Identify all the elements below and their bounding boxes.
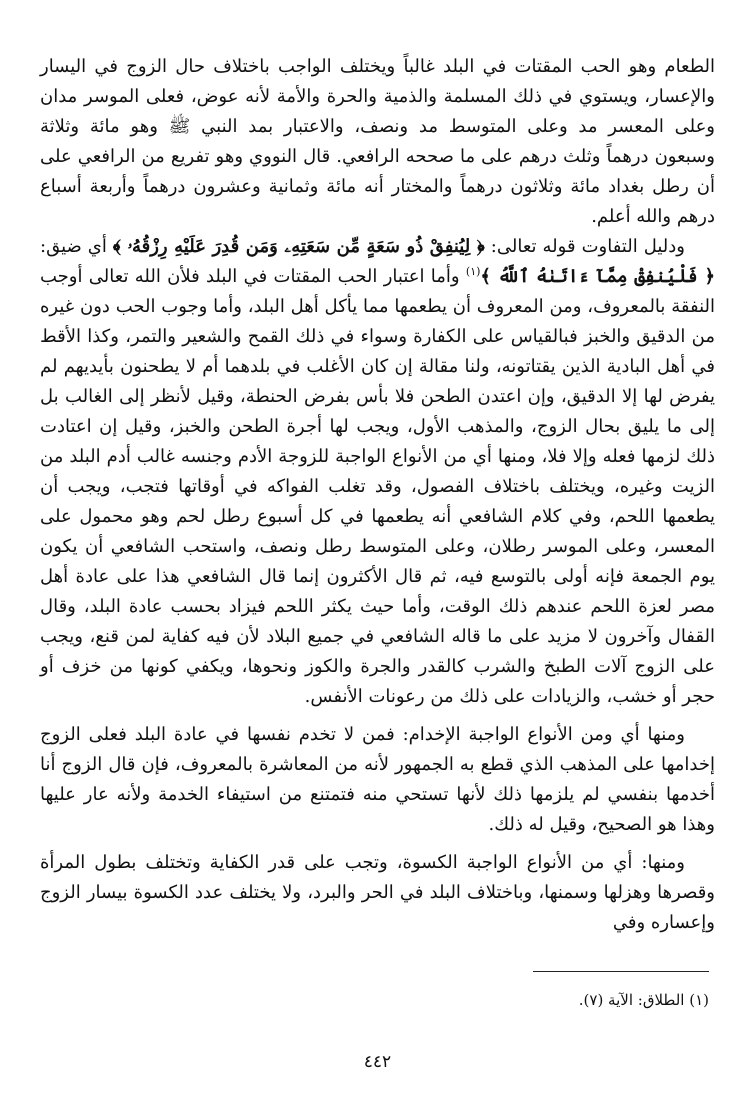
paragraph-evidence: [40, 232, 715, 712]
page-number: ٤٤٢: [363, 1052, 392, 1072]
quran-verse-2: ﴿ فَلْيُنفِقْ مِمَّآ ءَاتَىٰهُ ٱللَّهُ ﴾: [480, 266, 715, 287]
quran-verse-1: ﴿ لِيُنفِقْ ذُو سَعَةٍ مِّن سَعَتِهِۦ وَمَن قُدِرَ عَلَيْهِ رِزْقُهُۥ ﴾: [112, 236, 485, 257]
paragraph-clothing: ومنها: أي من الأنواع الواجبة الكسوة، وتجب على قدر الكفاية وتختلف بطول المرأة وقصرها وهزلها وسمنها، وباختلاف البلد في الحر والبرد، ولا يختلف عدد الكسوة بيسار الزوج وإعساره وفي: [40, 852, 715, 933]
evidence-rest: وأما اعتبار الحب المقتات في البلد فلأن الله تعالى أوجب النفقة بالمعروف، ومن المعروف أن يطعمها مما يأكل أهل البلد، وأما وجوب الحب دون غيره من الدقيق والخبز فبالقياس على الكفارة وسواء في ذلك القمح والشعير والتمر، وكذا الأقط في أهل البادية الذين يقتاتونه، ولنا مقالة إن كان الأغلب في بلدهما أم لا يطحنون بأيديهم لم يفرض لها إلا الدقيق، وإن اعتدن الطحن فلا بأس بفرض الحنطة، وقيل لأنظر إلى الغالب بل إلى ما يليق بحال الزوج، والمذهب الأول، ويجب لها أجرة الطحن والخبز، وقيل إن اعتادت ذلك لزمها فعله وإلا فلا، ومنها أي من الأنواع الواجبة للزوجة الأدم وجنسه غالب أدم البلد من الزيت وغيره، ويختلف باختلاف الفصول، وقد تغلب الفواكه في أوقاتها فتجب، ويجب أن يطعمها اللحم، وفي كلام الشافعي أنه يطعمها في كل أسبوع رطل لحم وهو محمول على المعسر، وعلى الموسر رطلان، وعلى المتوسط رطل ونصف، واستحب الشافعي أن يكون يوم الجمعة فإنه أولى بالتوسع فيه، ثم قال الأكثرون إنما قال الشافعي هذا على عادة أهل مصر لعزة اللحم عندهم ذلك الوقت، وأما حيث يكثر اللحم فيزاد بحسب عادة البلد، وقال القفال وآخرون لا مزيد على ما قاله الشافعي في جميع البلاد لأن فيه كفاية لمن قنع، ويجب على الزوج آلات الطبخ والشرب كالقدر والجرة والكوز ونحوها، ويكفي كونها من خزف أو حجر أو خشب، والزيادات على ذلك من رعونات الأنفس.: [40, 266, 716, 707]
evidence-mid: أي ضيق:: [40, 236, 107, 257]
evidence-intro: ودليل التفاوت قوله تعالى:: [490, 236, 685, 257]
footnote-marker[interactable]: (١): [465, 265, 481, 278]
paragraph-service: ومنها أي ومن الأنواع الواجبة الإخدام: فمن لا تخدم نفسها في عادة البلد فعلى الزوج إخدامها على المذهب الذي قطع به الجمهور لأنه من المعاشرة بالمعروف، فإن قال الزوج أنا أخدمها بنفسي لم يلزمها ذلك لأنها تستحي منه فتمتنع من استيفاء الخدمة ولأنه عار عليها وهذا هو الصحيح، وقيل له ذلك.: [40, 724, 715, 835]
footnote-divider: [533, 971, 709, 972]
footnote: (١) الطلاق: الآية (٧).: [578, 991, 709, 1009]
paragraph-food: الطعام وهو الحب المقتات في البلد غالباً ويختلف الواجب باختلاف حال الزوج في اليسار والإعسار، ويستوي في ذلك المسلمة والذمية والحرة والأمة لأنه عوض، فعلى الموسر مدان وعلى المعسر مد وعلى المتوسط مد ونصف، والاعتبار بمد النبي ﷺ وهو مائة وثلاثة وسبعون درهماً وثلث درهم على ما صححه الرافعي. قال النووي وهو تفريع من الرافعي على أن رطل بغداد مائة وثلاثون درهماً والمختار أنه مائة وثمانية وعشرون درهماً وأربعة أسباع درهم والله أعلم.: [40, 56, 715, 227]
